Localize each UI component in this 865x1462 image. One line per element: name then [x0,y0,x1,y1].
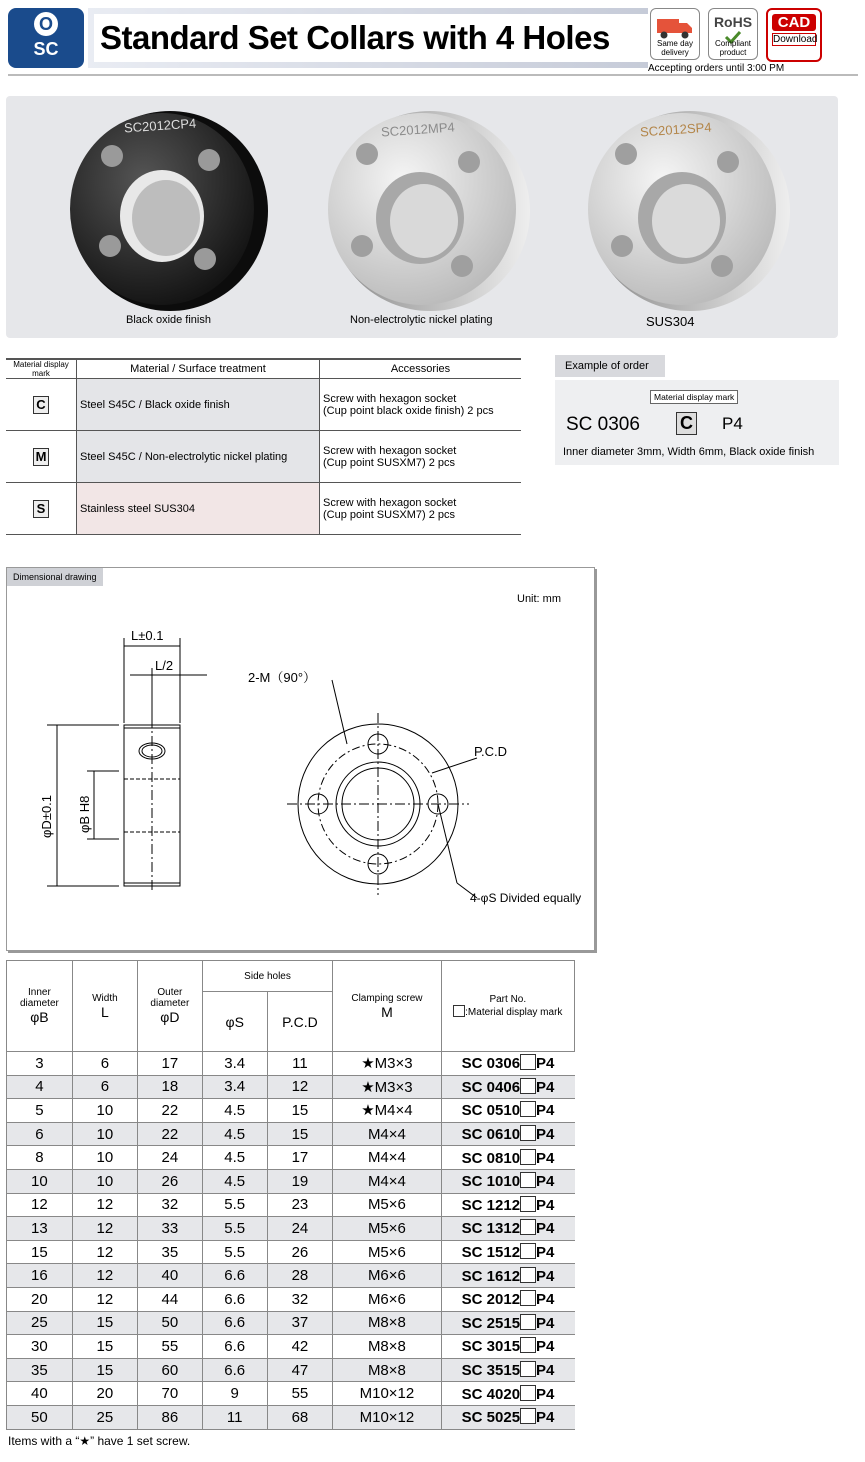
truck-icon [655,13,695,41]
cell-width: 6 [72,1052,137,1076]
cell-width: 10 [72,1122,137,1146]
spec-row [7,1287,575,1311]
col-clamping-screw: Clamping screw M [333,961,441,1052]
cell-pcd: 47 [267,1358,333,1382]
cell-outer: 55 [137,1335,202,1359]
cell-pcd: 37 [267,1311,333,1335]
cell-pcd: 15 [267,1099,333,1123]
spec-row [7,1217,575,1241]
dim-PCD: P.C.D [474,744,507,759]
engraving-nickel: SC2012MP4 [380,119,456,140]
cell-clamp: ★M4×4 [333,1099,441,1123]
cell-part-no: SC 1212 P4 [441,1193,574,1217]
material-mark: S [6,483,77,535]
material-name: Steel S45C / Non-electrolytic nickel plating [77,431,320,483]
cell-outer: 24 [137,1146,202,1170]
cell-inner: 12 [7,1193,73,1217]
spec-row [7,1382,575,1406]
mark-placeholder-icon [520,1149,536,1165]
cell-phi-s: 4.5 [202,1169,267,1193]
cell-outer: 35 [137,1240,202,1264]
material-row [6,431,521,483]
cell-width: 10 [72,1169,137,1193]
footnote: Items with a “★” have 1 set screw. [8,1434,191,1448]
cell-width: 15 [72,1335,137,1359]
spec-row [7,1405,575,1429]
col-material-surface: Material / Surface treatment [77,359,320,379]
cell-pcd: 26 [267,1240,333,1264]
mark-placeholder-icon [520,1337,536,1353]
material-row [6,483,521,535]
cell-pcd: 12 [267,1075,333,1099]
title-bar [88,8,648,68]
cell-outer: 22 [137,1122,202,1146]
cell-part-no: SC 2515 P4 [441,1311,574,1335]
cell-clamp: M6×6 [333,1264,441,1288]
cell-part-no: SC 4020 P4 [441,1382,574,1406]
mark-placeholder-icon [520,1385,536,1401]
material-table-header [6,359,521,379]
cell-phi-s: 5.5 [202,1193,267,1217]
mark-placeholder-icon [520,1196,536,1212]
cell-part-no: SC 0810 P4 [441,1146,574,1170]
cell-outer: 70 [137,1382,202,1406]
dim-L-half: L/2 [155,658,174,673]
cell-phi-s: 6.6 [202,1358,267,1382]
product-photos [6,96,838,338]
cell-width: 12 [72,1217,137,1241]
example-mark: C [676,412,697,435]
cell-inner: 25 [7,1311,73,1335]
cell-width: 10 [72,1146,137,1170]
cell-outer: 40 [137,1264,202,1288]
same-day-delivery-badge[interactable] [650,8,700,60]
cell-outer: 86 [137,1405,202,1429]
cell-inner: 40 [7,1382,73,1406]
cell-width: 12 [72,1240,137,1264]
spec-row [7,1169,575,1193]
mark-placeholder-icon [520,1408,536,1424]
spec-row [7,1264,575,1288]
mark-placeholder-icon [520,1125,536,1141]
material-name: Stainless steel SUS304 [77,483,320,535]
col-phi-s: φS [202,992,267,1052]
cell-width: 12 [72,1287,137,1311]
example-mark-label: Material display mark [650,390,738,404]
cell-part-no: SC 0306 P4 [441,1052,574,1076]
cell-width: 15 [72,1358,137,1382]
example-of-order [555,355,840,485]
cell-part-no: SC 0610 P4 [441,1122,574,1146]
cell-outer: 60 [137,1358,202,1382]
cell-clamp: M8×8 [333,1358,441,1382]
cell-pcd: 24 [267,1217,333,1241]
material-accessories: Screw with hexagon socket (Cup point black oxide finish) 2 pcs [320,379,522,431]
cell-phi-s: 5.5 [202,1240,267,1264]
cell-part-no: SC 1312 P4 [441,1217,574,1241]
spec-row [7,1099,575,1123]
material-mark: C [6,379,77,431]
engraving-sus: SC2012SP4 [639,119,712,140]
caption-nickel: Non-electrolytic nickel plating [350,314,493,326]
mark-placeholder-icon [520,1101,536,1117]
cell-outer: 18 [137,1075,202,1099]
material-accessories: Screw with hexagon socket (Cup point SUSXM7) 2 pcs [320,431,522,483]
cell-outer: 32 [137,1193,202,1217]
cad-download-button[interactable] [766,8,822,62]
material-table [6,358,521,535]
cell-phi-s: 4.5 [202,1146,267,1170]
cell-outer: 44 [137,1287,202,1311]
col-part-no: Part No. :Material display mark [441,961,574,1052]
cad-caption: Download [773,34,818,45]
cell-outer: 22 [137,1099,202,1123]
cell-outer: 17 [137,1052,202,1076]
cell-clamp: M8×8 [333,1311,441,1335]
cell-clamp: M10×12 [333,1405,441,1429]
col-inner-diameter: Inner diameter φB [7,961,73,1052]
example-suffix: P4 [722,414,743,433]
cell-clamp: M4×4 [333,1122,441,1146]
black-collar-image [70,111,268,311]
spec-row [7,1240,575,1264]
cell-inner: 35 [7,1358,73,1382]
spec-row [7,1052,575,1076]
spec-row [7,1311,575,1335]
cell-width: 12 [72,1264,137,1288]
cell-part-no: SC 1010 P4 [441,1169,574,1193]
cell-clamp: ★M3×3 [333,1052,441,1076]
nickel-collar-image [328,111,530,311]
example-heading: Example of order [555,355,665,377]
caption-black-oxide: Black oxide finish [126,314,211,326]
cell-part-no: SC 3015 P4 [441,1335,574,1359]
sus304-collar-image [588,111,790,311]
same-day-caption: Same day delivery [656,39,694,57]
cell-phi-s: 3.4 [202,1075,267,1099]
mark-placeholder-icon [520,1361,536,1377]
category-o-icon: O [34,12,58,36]
cell-inner: 3 [7,1052,73,1076]
col-accessories: Accessories [320,359,522,379]
col-pcd: P.C.D [267,992,333,1052]
cell-inner: 50 [7,1405,73,1429]
cell-pcd: 68 [267,1405,333,1429]
cell-clamp: M4×4 [333,1169,441,1193]
cell-phi-s: 4.5 [202,1122,267,1146]
cell-pcd: 15 [267,1122,333,1146]
dimensional-drawing [6,567,595,951]
cell-part-no: SC 2012 P4 [441,1287,574,1311]
mark-placeholder-icon [520,1243,536,1259]
col-side-holes: Side holes [202,961,332,992]
spec-row [7,1122,575,1146]
unit-label: Unit: mm [517,593,561,605]
engraving-black: SC2012CP4 [123,115,197,136]
cell-clamp: M5×6 [333,1193,441,1217]
dim-D: φD±0.1 [39,794,54,838]
cell-outer: 50 [137,1311,202,1335]
cell-clamp: M8×8 [333,1335,441,1359]
rohs-icon: RoHS [713,14,753,30]
cell-phi-s: 11 [202,1405,267,1429]
cell-clamp: M5×6 [333,1217,441,1241]
cell-phi-s: 6.6 [202,1287,267,1311]
mark-placeholder-icon [520,1054,536,1070]
cell-width: 12 [72,1193,137,1217]
drawing-label: Dimensional drawing [7,568,103,586]
cell-pcd: 11 [267,1052,333,1076]
material-name: Steel S45C / Black oxide finish [77,379,320,431]
cell-width: 25 [72,1405,137,1429]
col-material-mark: Material display mark [6,359,77,379]
cell-clamp: M4×4 [333,1146,441,1170]
cell-part-no: SC 0510 P4 [441,1099,574,1123]
mark-placeholder-icon [520,1267,536,1283]
cell-outer: 26 [137,1169,202,1193]
spec-row [7,1193,575,1217]
cell-width: 10 [72,1099,137,1123]
cell-width: 6 [72,1075,137,1099]
spec-row [7,1146,575,1170]
cell-inner: 4 [7,1075,73,1099]
cell-clamp: M10×12 [333,1382,441,1406]
spec-row [7,1335,575,1359]
cell-part-no: SC 1612 P4 [441,1264,574,1288]
category-code: SC [33,39,59,59]
dim-M: 2-M（90°） [248,670,317,685]
cell-pcd: 28 [267,1264,333,1288]
material-accessories: Screw with hexagon socket (Cup point SUSXM7) 2 pcs [320,483,522,535]
cell-inner: 20 [7,1287,73,1311]
mark-placeholder-icon [453,1005,465,1017]
cad-icon: CAD [772,14,816,31]
example-box [555,380,839,465]
cell-part-no: SC 3515 P4 [441,1358,574,1382]
cell-phi-s: 6.6 [202,1311,267,1335]
cell-clamp: M5×6 [333,1240,441,1264]
dim-B: φB H8 [77,795,92,833]
col-outer-diameter: Outer diameter φD [137,961,202,1052]
cell-pcd: 42 [267,1335,333,1359]
drawing-svg [7,568,594,950]
cell-pcd: 19 [267,1169,333,1193]
mark-placeholder-icon [520,1078,536,1094]
cell-width: 20 [72,1382,137,1406]
cell-pcd: 55 [267,1382,333,1406]
col-width: Width L [72,961,137,1052]
cell-inner: 6 [7,1122,73,1146]
cell-phi-s: 9 [202,1382,267,1406]
header-divider [8,74,858,76]
cell-clamp: M6×6 [333,1287,441,1311]
spec-row [7,1358,575,1382]
cell-inner: 13 [7,1217,73,1241]
cell-inner: 5 [7,1099,73,1123]
cell-width: 15 [72,1311,137,1335]
mark-placeholder-icon [520,1290,536,1306]
dim-L: L±0.1 [131,628,164,643]
page-header [8,8,858,74]
cell-pcd: 23 [267,1193,333,1217]
cell-phi-s: 4.5 [202,1099,267,1123]
cell-phi-s: 3.4 [202,1052,267,1076]
page-title: Standard Set Collars with 4 Holes [94,14,654,62]
rohs-caption: Compliant product [714,39,751,57]
example-description: Inner diameter 3mm, Width 6mm, Black oxide finish [563,446,815,458]
cell-inner: 10 [7,1169,73,1193]
mark-placeholder-icon [520,1219,536,1235]
cell-inner: 16 [7,1264,73,1288]
spec-row [7,1075,575,1099]
cell-inner: 30 [7,1335,73,1359]
caption-sus304: SUS304 [646,314,695,329]
rohs-badge[interactable] [708,8,758,60]
spec-table [6,960,575,1430]
cell-clamp: ★M3×3 [333,1075,441,1099]
mark-placeholder-icon [520,1172,536,1188]
mark-placeholder-icon [520,1314,536,1330]
cell-phi-s: 6.6 [202,1335,267,1359]
cell-part-no: SC 0406 P4 [441,1075,574,1099]
cell-phi-s: 5.5 [202,1217,267,1241]
cell-inner: 15 [7,1240,73,1264]
material-row [6,379,521,431]
cell-pcd: 17 [267,1146,333,1170]
example-code: SC 0306 [566,414,640,435]
accepting-orders-note: Accepting orders until 3:00 PM [648,63,785,74]
cell-phi-s: 6.6 [202,1264,267,1288]
cell-part-no: SC 5025 P4 [441,1405,574,1429]
cell-inner: 8 [7,1146,73,1170]
dim-S: 4-φS Divided equally [470,891,582,905]
spec-header-row-1 [7,961,575,992]
cell-outer: 33 [137,1217,202,1241]
cell-pcd: 32 [267,1287,333,1311]
category-badge [8,8,84,68]
cell-part-no: SC 1512 P4 [441,1240,574,1264]
material-mark: M [6,431,77,483]
